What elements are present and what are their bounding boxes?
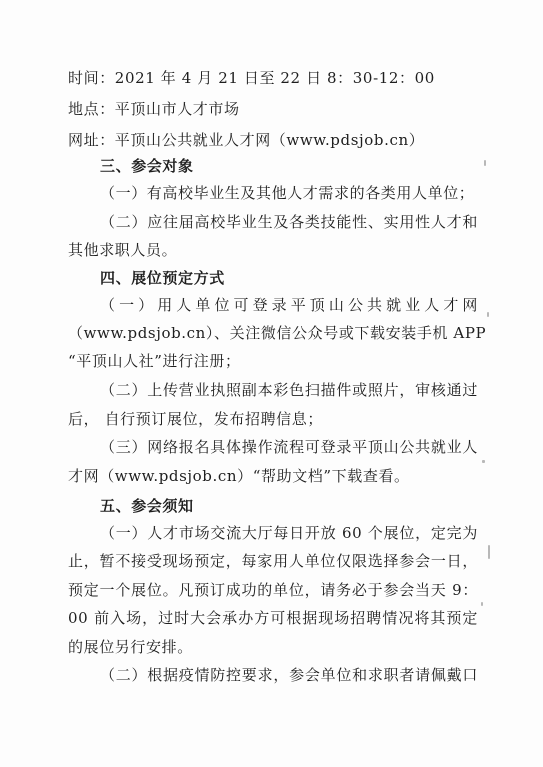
event-location: 地点：平顶山市人才市场 <box>68 100 240 118</box>
paragraph-line: （二）上传营业执照副本彩色扫描件或照片，审核通过 <box>100 381 478 399</box>
paragraph-line: 其他求职人员。 <box>68 241 178 259</box>
paragraph-line: （www.pdsjob.cn）、关注微信公众号或下载安装手机 APP <box>68 324 487 342</box>
paragraph-line: 止，暂不接受现场预定，每家用人单位仅限选择参会一日， <box>68 552 478 570</box>
scan-speck <box>484 160 486 166</box>
paragraph-line: （二）应往届高校毕业生及各类技能性、实用性人才和 <box>100 213 478 231</box>
paragraph-line: 才网（www.pdsjob.cn）“帮助文档”下载查看。 <box>68 467 410 485</box>
section-heading-participants: 三、参会对象 <box>100 157 194 175</box>
paragraph-line: 的展位另行安排。 <box>68 638 193 656</box>
scan-speck <box>481 602 483 606</box>
scan-speck <box>488 545 490 559</box>
paragraph-line: （一）用人单位可登录平顶山公共就业人才网 <box>100 296 478 314</box>
paragraph-line: （一）人才市场交流大厅每日开放 60 个展位，定完为 <box>100 524 478 542</box>
scan-speck <box>487 312 489 317</box>
scan-speck <box>482 460 485 463</box>
event-website: 网址：平顶山公共就业人才网（www.pdsjob.cn） <box>68 131 425 149</box>
paragraph-line: （三）网络报名具体操作流程可登录平顶山公共就业人 <box>100 438 478 456</box>
paragraph-line: （二）根据疫情防控要求，参会单位和求职者请佩戴口 <box>100 666 478 684</box>
section-heading-notice: 五、参会须知 <box>100 497 194 515</box>
paragraph-line: “平顶山人社”进行注册； <box>68 352 241 370</box>
paragraph-line: 预定一个展位。凡预订成功的单位，请务必于参会当天 9： <box>68 581 478 599</box>
paragraph-line: （一）有高校毕业生及其他人才需求的各类用人单位； <box>100 184 475 202</box>
paragraph-line: 后， 自行预订展位，发布招聘信息； <box>68 410 323 428</box>
event-time: 时间：2021 年 4 月 21 日至 22 日 8：30-12：00 <box>68 69 435 87</box>
paragraph-line: 00 前入场，过时大会承办方可根据现场招聘情况将其预定 <box>68 609 478 627</box>
section-heading-booth-booking: 四、展位预定方式 <box>100 269 225 287</box>
